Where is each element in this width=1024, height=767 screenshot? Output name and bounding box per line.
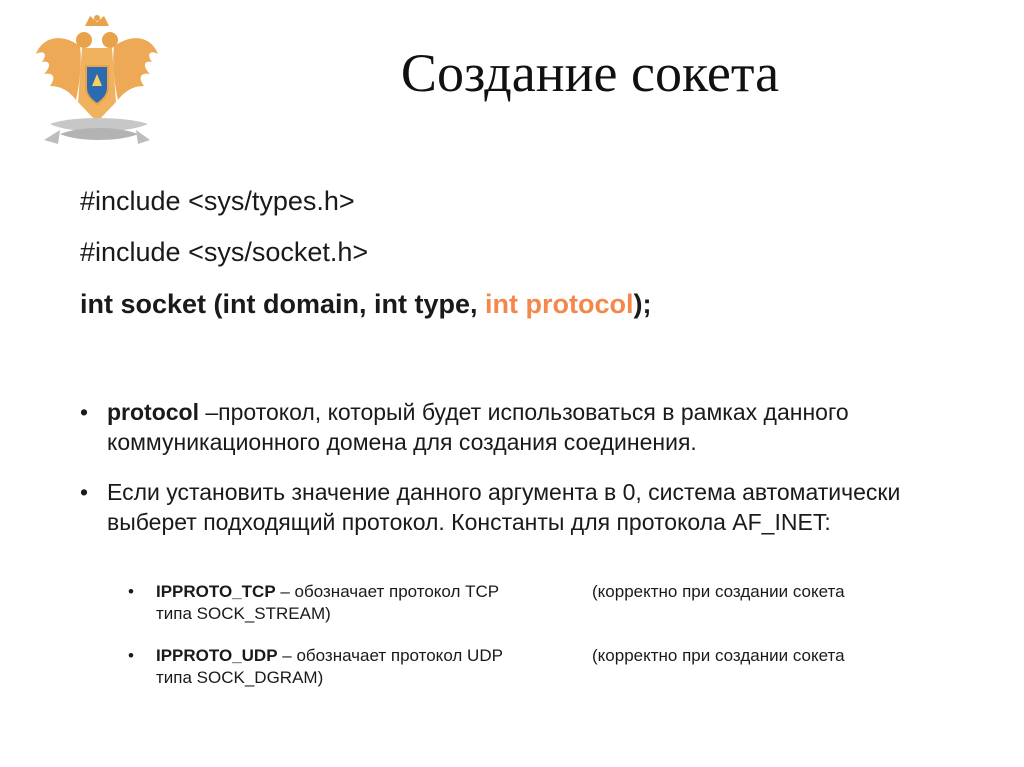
code-include-socket: #include <sys/socket.h> (80, 237, 369, 267)
code-include-types: #include <sys/types.h> (80, 186, 355, 216)
slide-title: Создание сокета (400, 43, 780, 103)
sub-bullet-description: – обозначает протокол UDP (277, 646, 503, 665)
eagle-emblem-icon (30, 12, 165, 160)
code-signature-protocol: int protocol (485, 289, 634, 319)
sub-bullet-term: IPPROTO_TCP (156, 582, 276, 601)
bullet-marker: • (80, 479, 89, 505)
sub-bullet-text (156, 645, 503, 667)
code-socket-signature (80, 289, 652, 320)
sub-bullet-note-cont: типа SOCK_STREAM) (156, 604, 331, 623)
bullet-description: –протокол, который будет использоваться в рамках данного коммуникационного домена для создания соединения. (107, 399, 849, 455)
sub-bullet-note: (корректно при создании сокета (592, 582, 845, 601)
sub-bullet-term: IPPROTO_UDP (156, 646, 278, 665)
sub-bullet-marker: • (128, 646, 134, 665)
bullet-text: Если установить значение данного аргумента в 0, система автоматически выберет подходящий протокол. Константы для протокола AF_INET: (107, 479, 901, 535)
sub-bullet-description: – обозначает протокол TCP (275, 582, 500, 601)
sub-bullet-note-cont: типа SOCK_DGRAM) (156, 668, 324, 687)
bullet-text (107, 397, 957, 457)
sub-bullet-note: (корректно при создании сокета (592, 646, 845, 665)
bullet-marker: • (80, 399, 89, 425)
code-signature-prefix: int socket (int domain, int type, (80, 289, 486, 319)
sub-bullet-marker: • (128, 582, 134, 601)
code-signature-suffix: ); (633, 289, 652, 319)
bullet-term: protocol (107, 399, 199, 425)
sub-bullet-text (156, 581, 499, 603)
